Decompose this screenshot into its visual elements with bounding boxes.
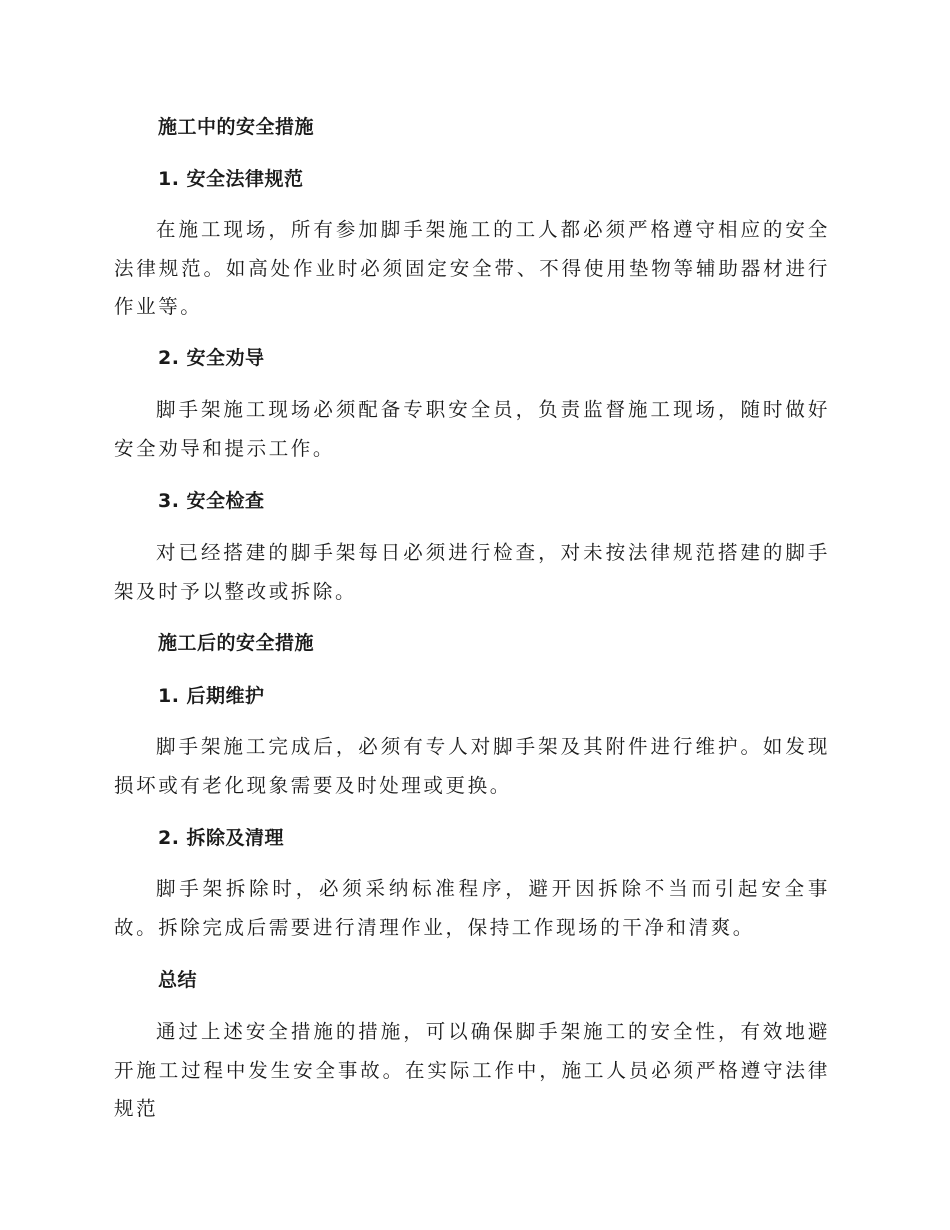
- section-heading-summary: 总结: [158, 969, 198, 991]
- paragraph-summary: 通过上述安全措施的措施，可以确保脚手架施工的安全性，有效地避开施工过程中发生安全事故。在实际工作中，施工人员必须严格遵守法律规范: [114, 1020, 830, 1120]
- paragraph-maintenance: 脚手架施工完成后，必须有专人对脚手架及其附件进行维护。如发现损坏或有老化现象需要及时处理或更换。: [114, 735, 830, 797]
- paragraph-safety-inspection: 对已经搭建的脚手架每日必须进行检查，对未按法律规范搭建的脚手架及时予以整改或拆除。: [114, 541, 830, 603]
- paragraph-removal-cleanup: 脚手架拆除时，必须采纳标准程序，避开因拆除不当而引起安全事故。拆除完成后需要进行清理作业，保持工作现场的干净和清爽。: [114, 877, 830, 939]
- subheading-safety-law: 1. 安全法律规范: [158, 168, 304, 190]
- subheading-removal-cleanup: 2. 拆除及清理: [158, 827, 285, 849]
- paragraph-safety-persuasion: 脚手架施工现场必须配备专职安全员，负责监督施工现场，随时做好安全劝导和提示工作。: [114, 398, 830, 460]
- subheading-safety-persuasion: 2. 安全劝导: [158, 347, 265, 369]
- section-heading-after-construction: 施工后的安全措施: [158, 632, 315, 654]
- paragraph-safety-law: 在施工现场，所有参加脚手架施工的工人都必须严格遵守相应的安全法律规范。如高处作业时必须固定安全带、不得使用垫物等辅助器材进行作业等。: [114, 218, 830, 318]
- subheading-safety-inspection: 3. 安全检查: [158, 490, 265, 512]
- section-heading-during-construction: 施工中的安全措施: [158, 116, 315, 138]
- subheading-maintenance: 1. 后期维护: [158, 685, 265, 707]
